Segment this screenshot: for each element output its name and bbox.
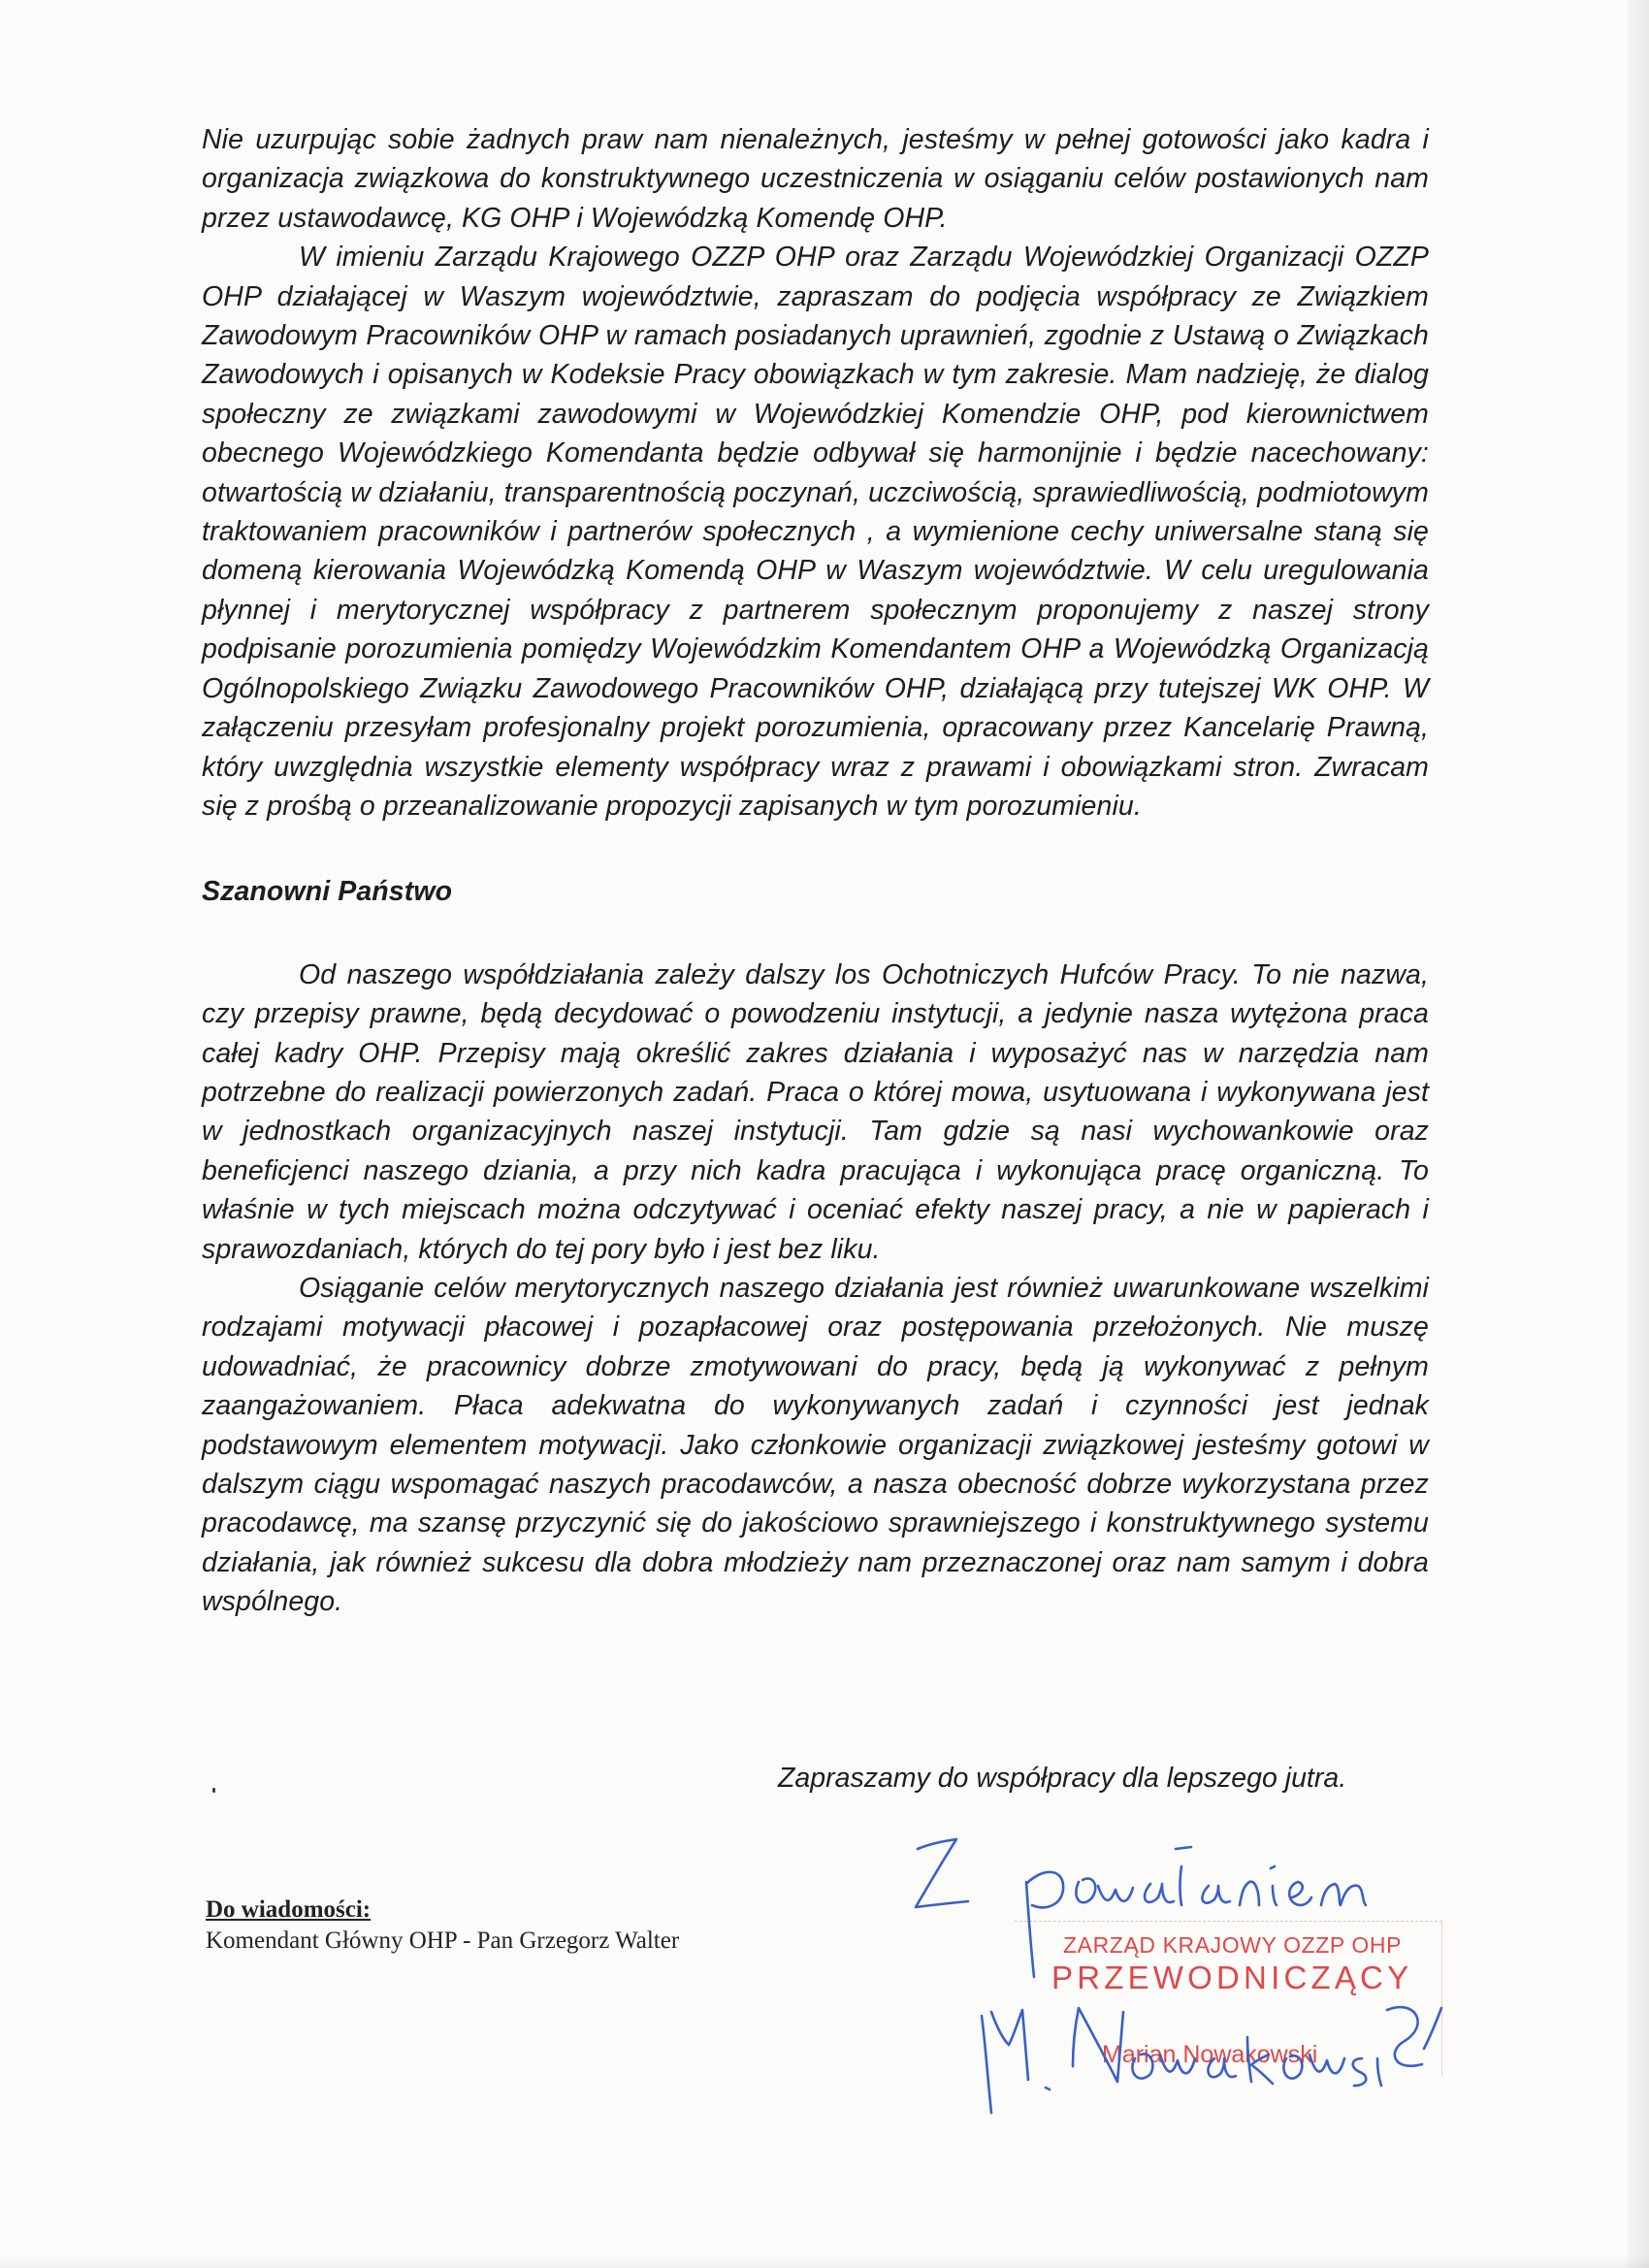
cc-recipient: Komendant Główny OHP - Pan Grzegorz Walter (206, 1928, 680, 1954)
salutation: Szanowni Państwo (202, 876, 453, 908)
paper-edge (1628, 0, 1649, 2268)
closing-line: Zapraszamy do współpracy dla lepszego jutra. (778, 1763, 1347, 1794)
stamp-name: Marian Nowakowski (1102, 2041, 1318, 2068)
letter-body (202, 120, 1429, 1622)
cc-title: Do wiadomości: (206, 1896, 372, 1923)
handwritten-signature (873, 1804, 1474, 2124)
scan-speck (212, 1788, 215, 1793)
paragraph-3: Od naszego współdziałania zależy dalszy los Ochotniczych Hufców Pracy. To nie nazwa, czy przepisy prawne, będą decydować o powodzeniu instytucji, a jedynie nasza wytężona praca całej kadry OHP. Przepisy mają określić zakres działania i wyposażyć nas w narzędzia nam potrzebne do realizacji powierzonych zadań. Praca o której mowa, usytuowana i wykonywana jest w jednostkach organizacyjnych naszej instytucji. Tam gdzie są nasi wychowankowie oraz beneficjenci naszego dziania, a przy nich kadra pracująca i wykonująca pracę organiczną. To właśnie w tych miejscach można odczytywać i oceniać efekty naszej pracy, a nie w papierach i sprawozdaniach, których do tej pory było i jest bez liku. (202, 958, 1429, 1265)
paper-shadow (0, 2256, 1649, 2268)
cc-block (206, 1895, 679, 1957)
stamp-organization: ZARZĄD KRAJOWY OZZP OHP (1063, 1932, 1403, 1958)
paragraph-4: Osiąganie celów merytorycznych naszego działania jest również uwarunkowane wszelkimi rodzajami motywacji płacowej i pozapłacowej oraz postępowania przełożonych. Nie muszę udowadniać, że pracownicy dobrze zmotywowani do pracy, będą ją wykonywać z pełnym zaangażowaniem. Płaca adekwatna do wykonywanych zadań i czynności jest jednak podstawowym elementem motywacji. Jako członkowie organizacji związkowej jesteśmy gotowi w dalszym ciągu wspomagać naszych pracodawców, a nasza obecność dobrze wykorzystana przez pracodawcę, ma szansę przyczynić się do jakościowo sprawniejszego i konstruktywnego systemu działania, jak również sukcesu dla dobra młodzieży nam przeznaczonej oraz nam samym i dobra wspólnego. (202, 1272, 1429, 1618)
paragraph-1: Nie uzurpując sobie żadnych praw nam nienależnych, jesteśmy w pełnej gotowości jako kadra i organizacja związkowa do konstruktywnego uczestniczenia w osiąganiu celów postawionych nam przez ustawodawcę, KG OHP i Wojewódzką Komendę OHP. (202, 124, 1429, 234)
paragraph-2: W imieniu Zarządu Krajowego OZZP OHP oraz Zarządu Wojewódzkiej Organizacji OZZP OHP działającej w Waszym województwie, zapraszam do podjęcia współpracy ze Związkiem Zawodowym Pracowników OHP w ramach posiadanych uprawnień, zgodnie z Ustawą o Związkach Zawodowych i opisanych w Kodeksie Pracy obowiązkach w tym zakresie. Mam nadzieję, że dialog społeczny ze związkami zawodowymi w Wojewódzkiej Komendzie OHP, pod kierownictwem obecnego Wojewódzkiego Komendanta będzie odbywał się harmonijnie i będzie nacechowany: otwartością w działaniu, transparentnością poczynań, uczciwością, sprawiedliwością, podmiotowym traktowaniem pracowników i partnerów społecznych , a wymienione cechy uniwersalne staną się domeną kierowania Wojewódzką Komendą OHP w Waszym województwie. W celu uregulowania płynnej i merytorycznej współpracy z partnerem społecznym proponujemy z naszej strony podpisanie porozumienia pomiędzy Wojewódzkim Komendantem OHP a Wojewódzką Organizacją Ogólnopolskiego Związku Zawodowego Pracowników OHP, działającą przy tutejszej WK OHP. W załączeniu przesyłam profesjonalny projekt porozumienia, opracowany przez Kancelarię Prawną, który uwzględnia wszystkie elementy współpracy wraz z prawami i obowiązkami stron. Zwracam się z prośbą o przeanalizowanie propozycji zapisanych w tym porozumieniu. (202, 242, 1429, 822)
stamp-position: PRZEWODNICZĄCY (1051, 1960, 1413, 1995)
